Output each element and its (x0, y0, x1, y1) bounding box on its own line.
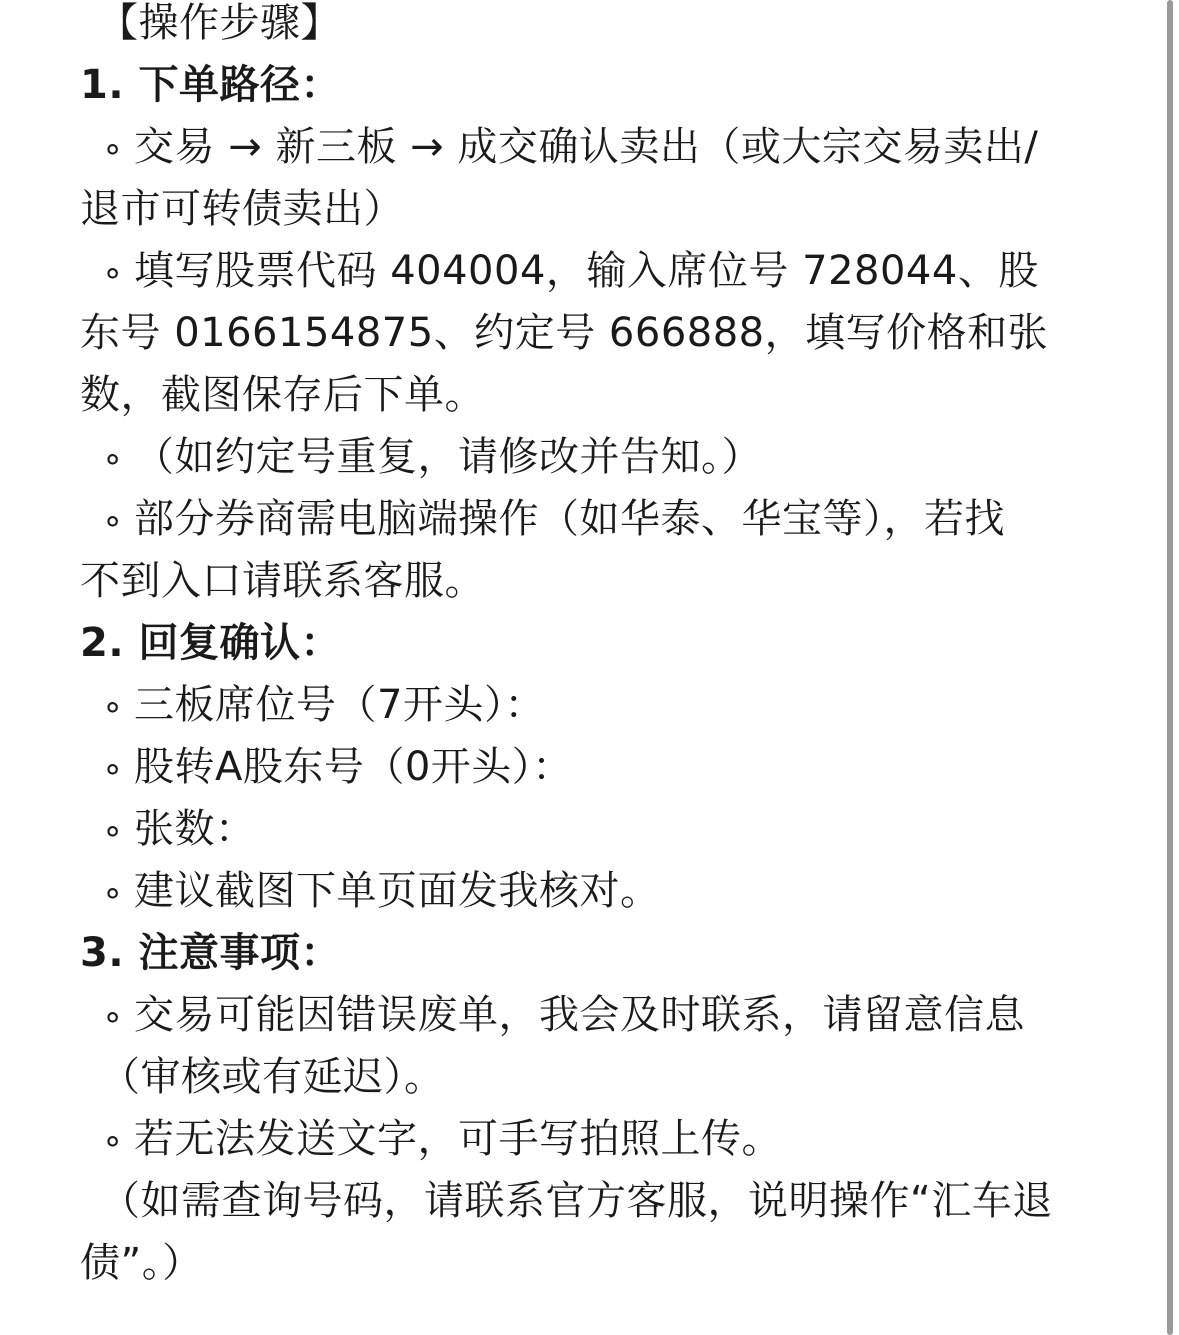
bullet-text: 建议截图下单页面发我核对。 (134, 868, 661, 914)
section-3-heading: 3. 注意事项： (80, 930, 341, 976)
section-2-heading: 2. 回复确认： (80, 620, 341, 666)
section-1-bullet-1 (80, 116, 1090, 178)
section-2-bullet-1 (80, 674, 1090, 736)
bullet-icon: ∘ (102, 811, 124, 851)
bullet-icon: ∘ (102, 687, 124, 727)
section-1-bullet-2-cont-1: 东号 0166154875、约定号 666888，填写价格和张 (80, 310, 1049, 356)
section-1-heading: 1. 下单路径： (80, 62, 341, 108)
section-3-bullet-1-cont: （审核或有延迟）。 (100, 1054, 445, 1100)
bullet-text: 股转A股东号（0开头）： (134, 744, 573, 790)
bullet-text: 交易可能因错误废单，我会及时联系，请留意信息 (134, 992, 1025, 1038)
bullet-text: 三板席位号（7开头）： (134, 682, 545, 728)
bullet-icon: ∘ (102, 1121, 124, 1161)
footer-note-line-2: 债”。） (80, 1240, 203, 1286)
bullet-icon: ∘ (102, 129, 124, 169)
section-3-bullet-2 (80, 1108, 1090, 1170)
footer-note-line-1: （如需查询号码，请联系官方客服，说明操作“汇车退 (100, 1178, 1053, 1224)
bullet-icon: ∘ (102, 253, 124, 293)
bullet-icon: ∘ (102, 873, 124, 913)
section-1-bullet-4 (80, 488, 1090, 550)
section-1-bullet-2 (80, 240, 1090, 302)
section-1-bullet-1-cont: 退市可转债卖出） (80, 186, 404, 232)
document-body (80, 0, 1090, 1294)
section-2-bullet-3 (80, 798, 1090, 860)
section-1-bullet-4-cont: 不到入口请联系客服。 (80, 558, 485, 604)
section-3-bullet-1 (80, 984, 1090, 1046)
section-2-bullet-2 (80, 736, 1090, 798)
scrollbar-track[interactable] (1161, 0, 1179, 1335)
doc-title: 【操作步骤】 (98, 0, 341, 46)
bullet-text: 张数： (134, 806, 256, 852)
bullet-text: 部分券商需电脑端操作（如华泰、华宝等），若找 (134, 496, 1005, 542)
bullet-text: 交易 → 新三板 → 成交确认卖出（或大宗交易卖出/ (134, 124, 1039, 170)
bullet-icon: ∘ (102, 749, 124, 789)
bullet-icon: ∘ (102, 501, 124, 541)
section-1-bullet-3 (80, 426, 1090, 488)
scrollbar-thumb[interactable] (1167, 0, 1173, 1335)
bullet-icon: ∘ (102, 439, 124, 479)
bullet-icon: ∘ (102, 997, 124, 1037)
bullet-text: 若无法发送文字，可手写拍照上传。 (134, 1116, 782, 1162)
section-1-bullet-2-cont-2: 数，截图保存后下单。 (80, 372, 485, 418)
bullet-text: 填写股票代码 404004，输入席位号 728044、股 (134, 248, 1039, 294)
section-2-bullet-4 (80, 860, 1090, 922)
bullet-text: （如约定号重复，请修改并告知。） (134, 434, 762, 480)
